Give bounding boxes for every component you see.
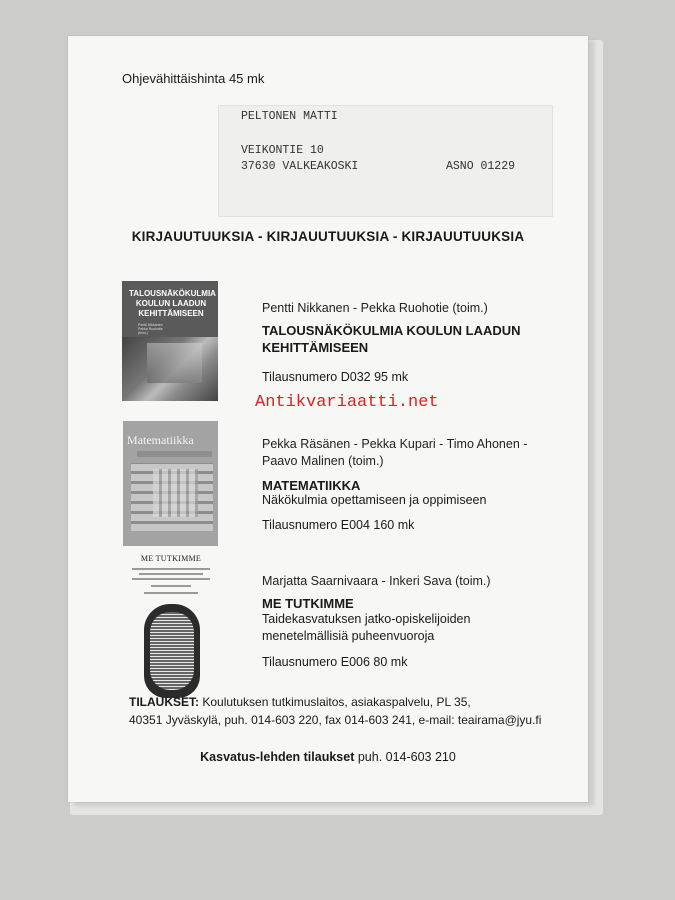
book-back-cover — [68, 36, 588, 802]
book-subtitle: Taidekasvatuksen jatko-opiskelijoiden menetelmällisiä puheenvuoroja — [262, 612, 471, 643]
book-order-number: Tilausnumero D032 95 mk — [262, 370, 409, 384]
book-authors: Marjatta Saarnivaara - Inkeri Sava (toim.) — [262, 574, 491, 588]
kasvatus-label: Kasvatus-lehden tilaukset — [200, 750, 355, 764]
label-customer-number: ASNO 01229 — [446, 160, 516, 173]
label-city: 37630 VALKEAKOSKI — [241, 160, 359, 173]
new-publications-heading: KIRJAUUTUUKSIA - KIRJAUUTUUKSIA - KIRJAUUTUUKSIA — [131, 229, 525, 244]
book-authors: Pentti Nikkanen - Pekka Ruohotie (toim.) — [262, 301, 488, 315]
book-authors: Pekka Räsänen - Pekka Kupari - Timo Ahonen - Paavo Malinen (toim.) — [262, 437, 528, 468]
cover-title: Matematiikka — [127, 433, 194, 447]
kasvatus-orders — [68, 750, 588, 764]
book-cover-image: TALOUSNÄKÖKULMIA KOULUN LAADUN KEHITTÄMISEEN Pentti Nikkanen Pekka Ruohotie (toim.) — [122, 281, 218, 401]
book-order-number: Tilausnumero E006 80 mk — [262, 655, 408, 669]
book-cover-image — [122, 554, 220, 702]
book-title: ME TUTKIMME — [262, 596, 354, 611]
orders-info — [129, 693, 541, 729]
book-title: TALOUSNÄKÖKULMIA KOULUN LAADUN KEHITTÄMISEEN — [262, 323, 521, 355]
orders-line-1: Koulutuksen tutkimuslaitos, asiakaspalvelu, PL 35, — [202, 695, 471, 709]
orders-label: TILAUKSET: — [129, 695, 199, 709]
book-subtitle: Näkökulmia opettamiseen ja oppimiseen — [262, 493, 487, 507]
watermark: Antikvariaatti.net — [255, 393, 439, 412]
kasvatus-phone: puh. 014-603 210 — [354, 750, 456, 764]
book-cover-image — [123, 421, 218, 546]
cover-title: ME TUTKIMME — [140, 554, 202, 563]
cover-title: TALOUSNÄKÖKULMIA KOULUN LAADUN KEHITTÄMISEEN — [129, 289, 216, 318]
address-label — [218, 105, 553, 217]
book-order-number: Tilausnumero E004 160 mk — [262, 518, 415, 532]
book-title: MATEMATIIKKA — [262, 478, 361, 493]
label-street: VEIKONTIE 10 — [241, 144, 324, 157]
label-name: PELTONEN MATTI — [241, 110, 338, 123]
price-note: Ohjevähittäishinta 45 mk — [122, 71, 265, 86]
orders-line-2: 40351 Jyväskylä, puh. 014-603 220, fax 014-603 241, e-mail: teairama@jyu.fi — [129, 713, 542, 727]
